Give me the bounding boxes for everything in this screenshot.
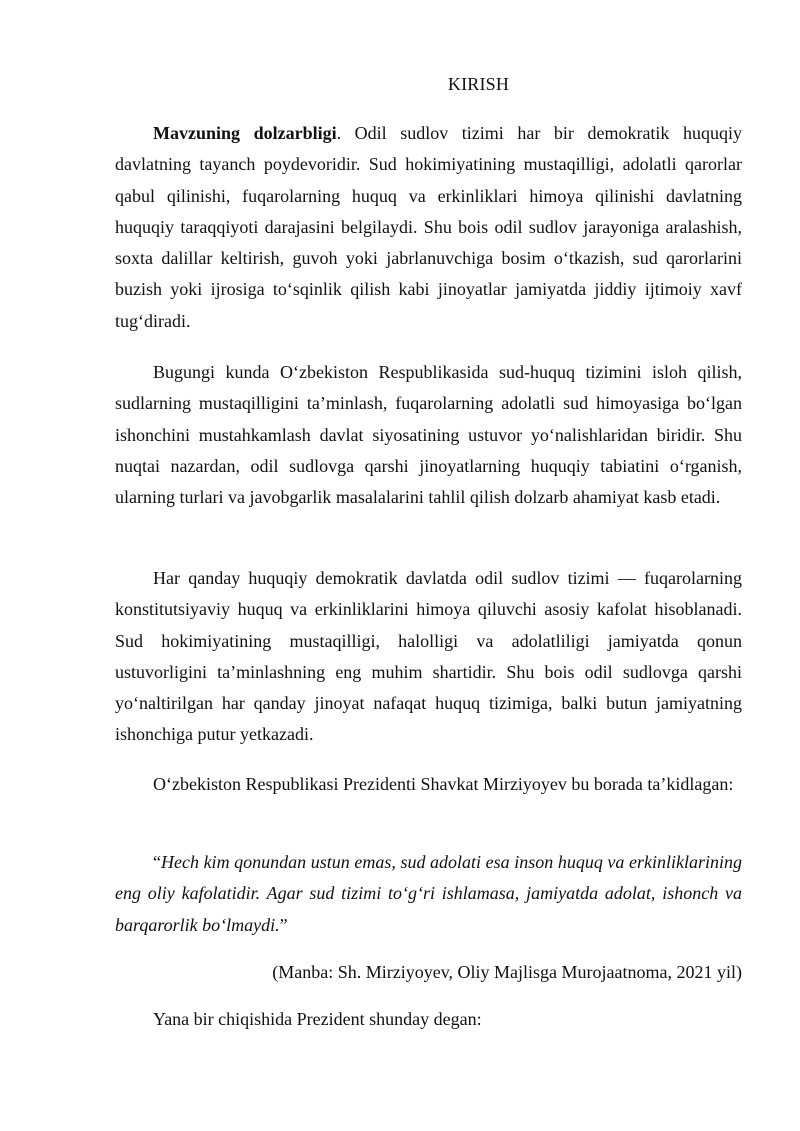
paragraph-president-intro: O‘zbekiston Respublikasi Prezidenti Shavkat Mirziyoyev bu borada ta’kidlagan: (153, 774, 734, 794)
paragraph-relevance (115, 118, 742, 337)
quote-text: Hech kim qonundan ustun emas, sud adolati esa inson huquq va erkinliklarining eng oliy kafolatidir. Agar sud tizimi to‘g‘ri ishlamasa, jamiyatda adolat, ishonch va barqarorlik bo‘lmaydi. (115, 852, 742, 935)
quote-close-mark: ” (279, 914, 288, 935)
paragraph-reform: Bugungi kunda O‘zbekiston Respublikasida sud-huquq tizimini isloh qilish, sudlarning mustaqilligini ta’minlash, fuqarolarning adolatli sud himoyasiga bo‘lgan ishonchini mustahkamlash davlat siyosatining ustuvor yo‘nalishlaridan biridir. Shu nuqtai nazardan, odil sudlovga qarshi jinoyatlarning huquqiy tabiatini o‘rganish, ularning turlari va javobgarlik masalalarini tahlil qilish dolzarb ahamiyat kasb etadi. (115, 362, 742, 508)
paragraph-followup: Yana bir chiqishida Prezident shunday degan: (153, 1009, 482, 1029)
quote-open-mark: “ (153, 852, 161, 872)
quote-source: (Manba: Sh. Mirziyoyev, Oliy Majlisga Murojaatnoma, 2021 yil) (272, 962, 742, 982)
quote-paragraph (115, 847, 742, 941)
page-title: KIRISH (447, 74, 510, 94)
paragraph-text: . Odil sudlov tizimi har bir demokratik huquqiy davlatning tayanch poydevoridir. Sud hokimiyatining mustaqilligi, adolatli qarorlar qabul qilinishi, fuqarolarning huquq va erkinliklari himoya qilinishi davlatning huquqiy taraqqiyoti darajasini belgilaydi. Shu bois odil sudlov jarayoniga aralashish, soxta dalillar keltirish, guvoh yoki jabrlanuvchiga bosim o‘tkazish, sud qarorlarini buzish yoki ijrosiga to‘sqinlik qilish kabi jinoyatlar jamiyatda jiddiy ijtimoiy xavf tug‘diradi. (115, 123, 743, 331)
paragraph-lead-bold: Mavzuning dolzarbligi (153, 123, 337, 143)
paragraph-guarantee: Har qanday huquqiy demokratik davlatda odil sudlov tizimi — fuqarolarning konstitutsiyaviy huquq va erkinliklarini himoya qiluvchi asosiy kafolat hisoblanadi. Sud hokimiyatining mustaqilligi, halolligi va adolatliligi jamiyatda qonun ustuvorligini ta’minlashning eng muhim shartidir. Shu bois odil sudlovga qarshi yo‘naltirilgan har qanday jinoyat nafaqat huquq tizimiga, balki butun jamiyatning ishonchiga putur yetkazadi. (115, 568, 742, 745)
